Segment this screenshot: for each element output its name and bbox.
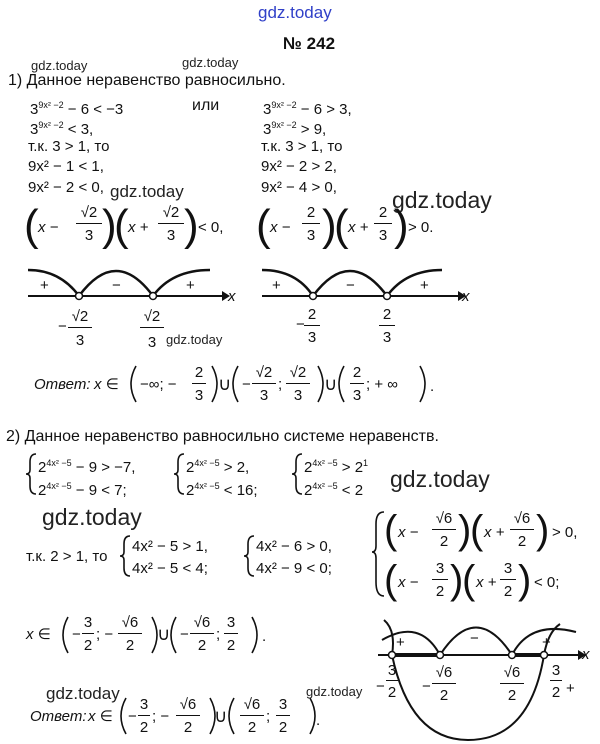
sys7-num: 3 bbox=[503, 560, 513, 577]
paren-shape bbox=[131, 366, 136, 402]
union-symbol: ∪ bbox=[157, 624, 171, 644]
answer1-minus: − bbox=[242, 376, 251, 393]
sys7-factor-b: x + bbox=[476, 574, 497, 591]
answer1-f3-num: √2 bbox=[289, 364, 307, 381]
axis3-plus-left: + bbox=[396, 634, 405, 651]
p1-right-line1: $3^{9x^2 -2} - 6 > 3$, bbox=[263, 100, 352, 118]
paren-shape bbox=[252, 617, 257, 653]
answer1-semi: ; bbox=[278, 376, 283, 393]
frac-bar bbox=[82, 633, 94, 634]
frac-bar bbox=[224, 633, 238, 634]
answer1-f1-den: 3 bbox=[194, 387, 204, 404]
axis2-p2-num: 2 bbox=[382, 306, 392, 323]
xin-label: x ∈ bbox=[26, 626, 51, 643]
paren: ( bbox=[334, 201, 349, 250]
frac-den: 3 bbox=[166, 227, 176, 244]
xin-d4: 2 bbox=[226, 637, 236, 654]
axis1-minus: − bbox=[112, 277, 121, 294]
answer1-f4-den: 3 bbox=[352, 387, 362, 404]
xin-n4: 3 bbox=[226, 614, 236, 631]
p1-left-factor-a: x − bbox=[38, 219, 59, 236]
axis1-plus-right: + bbox=[186, 277, 195, 294]
axis2-p2-den: 3 bbox=[382, 329, 392, 346]
sys2-row1: $2^{4x^2 -5} > 2$, bbox=[186, 458, 250, 476]
answer1-f2-den: 3 bbox=[259, 387, 269, 404]
axis3-point-1 bbox=[437, 652, 444, 659]
p1-right-line2: $3^{9x^2 -2} > 9$, bbox=[263, 120, 327, 138]
brace-shape bbox=[292, 454, 302, 494]
watermark: gdz.today bbox=[392, 187, 492, 213]
answer2-n2: √6 bbox=[179, 696, 197, 713]
axis1-x-label: x bbox=[228, 288, 236, 305]
paren: ( bbox=[24, 201, 39, 250]
frac-num: √2 bbox=[80, 204, 98, 221]
paren: ) bbox=[518, 558, 532, 602]
p1-left-line1: $3^{9x^2 -2} - 6 < -3$ bbox=[30, 100, 124, 118]
sys5-row2: 4x² − 9 < 0; bbox=[256, 560, 332, 577]
xin-n2: √6 bbox=[121, 614, 139, 631]
axis3-x-label: x bbox=[582, 646, 590, 663]
axis3-p1-den: 2 bbox=[387, 684, 397, 701]
answer1-f2-num: √2 bbox=[255, 364, 273, 381]
axis2-x-label: x bbox=[462, 288, 470, 305]
since-text: т.к. 2 > 1, то bbox=[26, 548, 108, 565]
axis2-arc-right bbox=[387, 270, 442, 296]
axis1-p2-den: 3 bbox=[147, 334, 157, 351]
watermark: gdz.today bbox=[390, 466, 490, 492]
axis2-p1-num: 2 bbox=[307, 306, 317, 323]
sys1-row2: $2^{4x^2 -5} - 9 < 7$; bbox=[38, 481, 127, 499]
axis1-p1-sign: − bbox=[58, 318, 67, 335]
axis2-p1-den: 3 bbox=[307, 329, 317, 346]
answer1-f1-num: 2 bbox=[194, 364, 204, 381]
xin-d3: 2 bbox=[197, 637, 207, 654]
paren: ( bbox=[256, 201, 271, 250]
paren: ) bbox=[394, 201, 409, 250]
axis1-point-1 bbox=[76, 293, 83, 300]
answer2-semi2: ; bbox=[266, 708, 271, 725]
answer2-x-in: x ∈ bbox=[88, 708, 113, 725]
brace-shape bbox=[244, 536, 254, 576]
paren-shape bbox=[233, 366, 238, 402]
answer2-semi: ; − bbox=[152, 708, 170, 725]
frac-bar bbox=[192, 383, 206, 384]
sys5-row1: 4x² − 6 > 0, bbox=[256, 538, 332, 555]
axis3-point-2 bbox=[509, 652, 516, 659]
xin-semi: ; − bbox=[96, 626, 114, 643]
sys7-den: 2 bbox=[503, 583, 513, 600]
brace-shape bbox=[174, 454, 184, 494]
xin-d2: 2 bbox=[125, 637, 135, 654]
frac-bar bbox=[550, 680, 562, 681]
axis3-p2-den: 2 bbox=[439, 687, 449, 704]
axis3-p2-num: √6 bbox=[435, 664, 453, 681]
xin-minus: − bbox=[180, 626, 189, 643]
frac-bar bbox=[140, 327, 164, 328]
sys7-factor-a: x − bbox=[398, 574, 419, 591]
paren-shape bbox=[171, 617, 176, 653]
p1-right-line3: т.к. 3 > 1, то bbox=[261, 138, 343, 155]
p1-right-factor-b: x + bbox=[348, 219, 369, 236]
watermark: gdz.today bbox=[46, 684, 120, 703]
axis3-p4-den: 2 bbox=[551, 684, 561, 701]
axis3-p3-den: 2 bbox=[507, 687, 517, 704]
watermark: gdz.today bbox=[110, 182, 184, 201]
frac-bar bbox=[432, 683, 456, 684]
watermark: gdz.today bbox=[306, 684, 363, 699]
sys4-row2: 4x² − 5 < 4; bbox=[132, 560, 208, 577]
frac-den: 3 bbox=[84, 227, 94, 244]
paren: ( bbox=[114, 201, 129, 250]
axis3-minus: − bbox=[470, 630, 479, 647]
frac-bar bbox=[68, 327, 92, 328]
axis3-plus-right: + bbox=[542, 634, 551, 651]
p1-left-factor-b: x + bbox=[128, 219, 149, 236]
paren: ) bbox=[322, 201, 337, 250]
sys3-row1: $2^{4x^2 -5} > 2^1$ bbox=[304, 458, 369, 476]
p1-left-line5: 9x² − 2 < 0, bbox=[28, 179, 104, 196]
frac-bar bbox=[252, 383, 276, 384]
p1-right-line4: 9x² − 2 > 2, bbox=[261, 158, 337, 175]
frac-bar bbox=[118, 633, 142, 634]
sys6-den: 2 bbox=[439, 533, 449, 550]
union-symbol: ∪ bbox=[218, 374, 232, 394]
brace-shape bbox=[26, 454, 36, 494]
union-symbol: ∪ bbox=[324, 374, 338, 394]
axis3-p1-sign: − bbox=[376, 678, 385, 695]
watermark-top: gdz.today bbox=[258, 3, 332, 22]
axis1 bbox=[28, 270, 230, 301]
sys2-row2: $2^{4x^2 -5} < 16$; bbox=[186, 481, 258, 499]
p1-left-line2: $3^{9x^2 -2} < 3$, bbox=[30, 120, 94, 138]
answer1-label: Ответ: bbox=[34, 376, 91, 393]
axis1-arc-left bbox=[28, 270, 79, 296]
answer2-dot: . bbox=[316, 712, 321, 729]
answer2-d1: 2 bbox=[139, 719, 149, 736]
paren: ) bbox=[450, 558, 464, 602]
sys3-row2: $2^{4x^2 -5} < 2$ bbox=[304, 481, 364, 499]
p1-left-line4: 9x² − 1 < 1, bbox=[28, 158, 104, 175]
frac-bar bbox=[304, 325, 320, 326]
paren-shape bbox=[229, 698, 234, 734]
paren: ( bbox=[384, 508, 398, 552]
paren: ( bbox=[384, 558, 398, 602]
frac-bar bbox=[350, 383, 364, 384]
sys4-row1: 4x² − 5 > 1, bbox=[132, 538, 208, 555]
frac-bar bbox=[240, 715, 264, 716]
axis2-p1-sign: − bbox=[296, 316, 305, 333]
paren: ( bbox=[462, 558, 476, 602]
xin-n1: 3 bbox=[83, 614, 93, 631]
axis3-p1-num: 3 bbox=[387, 662, 397, 679]
frac-num: 2 bbox=[306, 204, 316, 221]
frac-den: 3 bbox=[306, 227, 316, 244]
frac-bar bbox=[386, 680, 398, 681]
p1-right-end: > 0. bbox=[408, 219, 434, 236]
paren-shape bbox=[318, 366, 323, 402]
paren-shape bbox=[63, 617, 68, 653]
axis2-point-2 bbox=[384, 293, 391, 300]
xin-dot: . bbox=[262, 628, 267, 645]
sys7-den: 2 bbox=[435, 583, 445, 600]
axis2-plus-left: + bbox=[272, 277, 281, 294]
frac-bar bbox=[138, 715, 150, 716]
paren-shape bbox=[420, 366, 425, 402]
frac-bar bbox=[432, 579, 448, 580]
sys6-factor-b: x + bbox=[484, 524, 505, 541]
watermark: gdz.today bbox=[31, 58, 88, 73]
paren: ) bbox=[102, 201, 117, 250]
frac-bar bbox=[500, 683, 524, 684]
answer1-dot: . bbox=[430, 378, 435, 395]
paren: ) bbox=[536, 508, 550, 552]
answer2-d4: 2 bbox=[278, 719, 288, 736]
paren-shape bbox=[339, 366, 344, 402]
sys1-row1: $2^{4x^2 -5} - 9 > -7$, bbox=[38, 458, 136, 476]
paren: ) bbox=[184, 201, 199, 250]
frac-num: √2 bbox=[162, 204, 180, 221]
axis1-plus-left: + bbox=[40, 277, 49, 294]
p1-right-factor-a: x − bbox=[270, 219, 291, 236]
axis1-p1-num: √2 bbox=[71, 308, 89, 325]
axis3-point-4 bbox=[541, 652, 548, 659]
or-label: или bbox=[192, 97, 220, 114]
paren-shape bbox=[310, 698, 315, 734]
answer2-minus: − bbox=[128, 708, 137, 725]
sys6-end: > 0, bbox=[552, 524, 578, 541]
sys6-factor-a: x − bbox=[398, 524, 419, 541]
page-title: № 242 bbox=[283, 34, 336, 53]
frac-bar bbox=[510, 529, 534, 530]
watermark: gdz.today bbox=[182, 55, 239, 70]
paren: ) bbox=[458, 508, 472, 552]
axis3-p4-plus: + bbox=[566, 680, 575, 697]
xin-minus: − bbox=[72, 626, 81, 643]
part1-heading: 1) Данное неравенство равносильно. bbox=[8, 72, 286, 89]
axis3-p3-num: √6 bbox=[503, 664, 521, 681]
answer1-x-in: x ∈ bbox=[94, 376, 119, 393]
answer2-d2: 2 bbox=[183, 719, 193, 736]
frac-num: 2 bbox=[378, 204, 388, 221]
axis1-point-2 bbox=[150, 293, 157, 300]
sys7-end: < 0; bbox=[534, 574, 560, 591]
paren: ( bbox=[470, 508, 484, 552]
answer1-end: ; + ∞ bbox=[366, 376, 398, 393]
sys6-num: √6 bbox=[435, 510, 453, 527]
xin-n3: √6 bbox=[193, 614, 211, 631]
axis2-minus: − bbox=[346, 277, 355, 294]
union-symbol: ∪ bbox=[214, 706, 228, 726]
frac-bar bbox=[500, 579, 516, 580]
answer2-n4: 3 bbox=[278, 696, 288, 713]
frac-bar bbox=[176, 715, 200, 716]
answer2-label: Ответ: bbox=[30, 708, 87, 725]
part2-heading: 2) Данное неравенство равносильно системе неравенств. bbox=[6, 428, 439, 445]
frac-den: 3 bbox=[378, 227, 388, 244]
brace-shape bbox=[120, 536, 130, 576]
axis1-p1-den: 3 bbox=[75, 332, 85, 349]
answer1-f3-den: 3 bbox=[293, 387, 303, 404]
answer1-f4-num: 2 bbox=[352, 364, 362, 381]
frac-bar bbox=[190, 633, 214, 634]
watermark: gdz.today bbox=[42, 504, 142, 530]
axis2 bbox=[262, 270, 466, 301]
answer2-n1: 3 bbox=[139, 696, 149, 713]
p1-right-line5: 9x² − 4 > 0, bbox=[261, 179, 337, 196]
xin-semi2: ; bbox=[216, 626, 221, 643]
axis1-arc-right bbox=[153, 270, 210, 296]
axis2-plus-right: + bbox=[420, 277, 429, 294]
paren-shape bbox=[212, 366, 217, 402]
frac-bar bbox=[379, 325, 395, 326]
axis3-point-3 bbox=[389, 652, 396, 659]
p1-left-line3: т.к. 3 > 1, то bbox=[28, 138, 110, 155]
axis2-arc-left bbox=[262, 270, 313, 296]
frac-bar bbox=[276, 715, 290, 716]
sys6-den: 2 bbox=[517, 533, 527, 550]
axis2-point-1 bbox=[310, 293, 317, 300]
xin-d1: 2 bbox=[83, 637, 93, 654]
answer2-n3: √6 bbox=[243, 696, 261, 713]
watermark: gdz.today bbox=[166, 332, 223, 347]
brace-shape bbox=[372, 512, 384, 596]
frac-bar bbox=[432, 529, 456, 530]
answer2-d3: 2 bbox=[247, 719, 257, 736]
frac-bar bbox=[286, 383, 310, 384]
sys7-num: 3 bbox=[435, 560, 445, 577]
p1-left-end: < 0, bbox=[198, 219, 224, 236]
axis1-p2-num: √2 bbox=[143, 308, 161, 325]
answer1-a1: −∞; − bbox=[140, 376, 177, 393]
axis3-p2-sign: − bbox=[422, 678, 431, 695]
paren-shape bbox=[121, 698, 126, 734]
axis3-p4-num: 3 bbox=[551, 662, 561, 679]
sys6-num: √6 bbox=[513, 510, 531, 527]
